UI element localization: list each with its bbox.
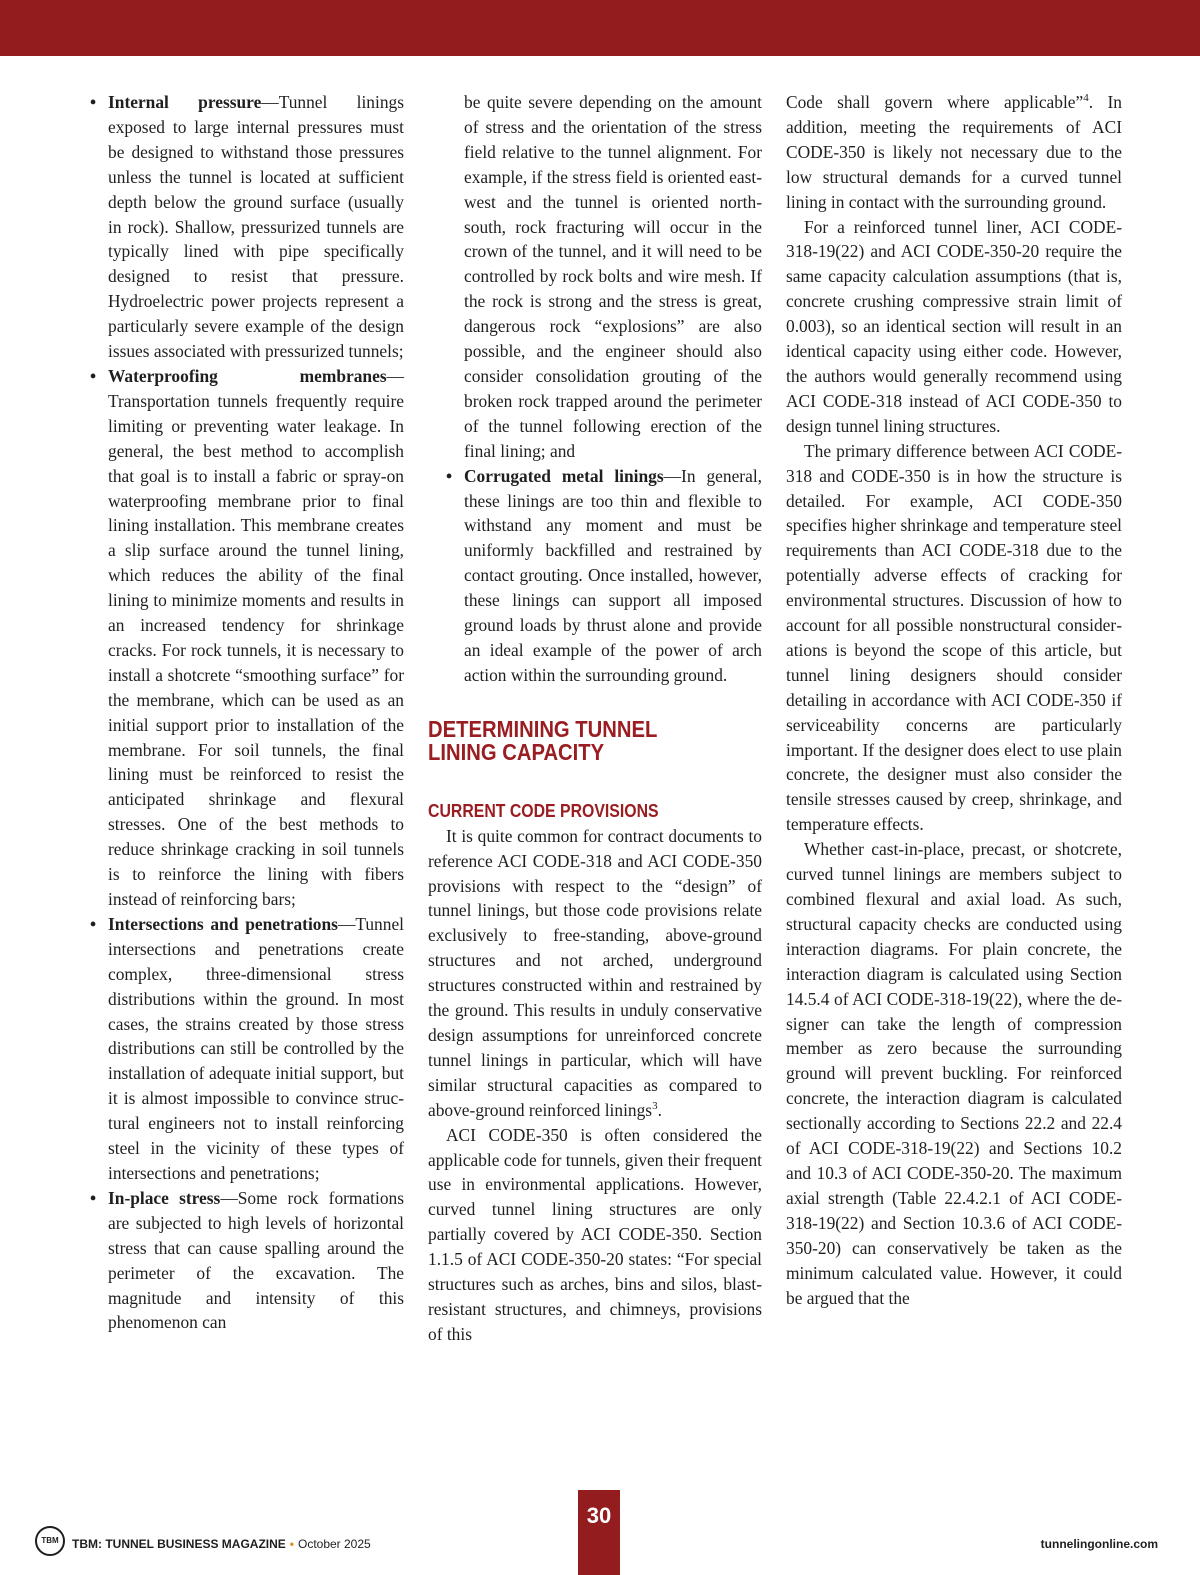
magazine-title: TBM: TUNNEL BUSINESS MAGAZINE • October 2025	[72, 1537, 371, 1551]
paragraph: ACI CODE-350 is often considered the applicable code for tunnels, given their frequent use in environmental applications. However, curved tunnel lining structures are only partially covered by ACI CODE-350. Section 1.1.5 of ACI CODE-350-20 states: “For special structures such as arches, bins and silos, blast-resistant structures, and chimneys, provisions of this	[428, 1124, 762, 1344]
subheading: CURRENT CODE PROVISIONS	[428, 800, 659, 821]
issue-date: October 2025	[297, 1537, 371, 1551]
paragraph-continuation: Code shall govern where applicable”$^4$. In addition, meeting the requirements of ACI CODE-350 is likely not necessary due to the low structural demands for a curved tunnel lining in contact with the surrounding ground.	[786, 92, 1122, 212]
website-link[interactable]: tunnelingonline.com	[1040, 1537, 1158, 1551]
footnote-ref: 3	[652, 1099, 658, 1112]
separator-dot: •	[289, 1537, 294, 1551]
column-3	[786, 90, 1122, 1310]
page-number: 30	[578, 1490, 620, 1575]
paragraph: For a reinforced tunnel liner, ACI CODE-318-19(22) and ACI CODE-350-20 require the same capacity calculation assumptions (that is, concrete crushing compressive strain limit of 0.003), so an identical section will result in an identical capacity using either code. However, the authors would generally recommend using ACI CODE-318 instead of ACI CODE-350 to design tunnel lining structures.	[786, 216, 1122, 436]
bullet-list	[88, 90, 404, 1335]
paragraph: It is quite common for contract documents to reference ACI CODE-318 and ACI CODE-350 provisions with respect to the “design” of tunnel linings, but those code provisions relate exclusively to free-standing, above-ground structures and not arched, underground structures constructed within and restrained by the ground. This results in unduly conservative design assumptions for unreinforced concrete tunnel linings in particular, which will have similar structural capacities as compared to above-ground reinforced linings$^3$.	[428, 825, 762, 1120]
page-footer	[0, 1490, 1200, 1575]
section-heading: DETERMINING TUNNEL LINING CAPACITY	[428, 715, 658, 765]
bullet-continuation: be quite severe depending on the amount of stress and the orientation of the stress field relative to the tunnel alignment. For example, if the stress field is oriented east-west and the tunnel is oriented north-south, rock fracturing will occur in the crown of the tunnel, and it will need to be controlled by rock bolts and wire mesh. If the rock is strong and the stress is great, dangerous rock “explosions” are also possible, and the engineer should also consider consolidation grouting of the broken rock trapped around the perimeter of the tunnel following erection of the final lining; and	[464, 92, 762, 461]
column-1	[88, 90, 404, 1335]
bullet-corrugated-metal: • Corrugated metal linings—In general, these linings are too thin and flexible to withstand any moment and must be uniformly backfilled and restrained by contact grouting. Once installed, however, these linings can support all imposed ground loads by thrust alone and provide an ideal example of the power of arch action within the surrounding ground.	[446, 465, 762, 685]
bullet-internal-pressure: • Internal pressure—Tunnel linings exposed to large internal pressures must be designed to withstand those pressures unless the tunnel is located at sufficient depth below the ground surface (usually in rock). Shallow, pressurized tunnels are typically lined with pipe specifically designed to resist that pressure. Hydroelectric power projects represent a particularly severe example of the design issues associated with pressurized tunnels;	[90, 92, 404, 362]
bullet-intersections: • Intersections and penetrations—Tunnel intersections and penetrations create complex, three-dimensional stress distributions within the ground. In most cases, the strains created by those stress distributions can still be controlled by the installation of adequate initial support, but it is almost impossible to convince structural engineers not to install reinforcing steel in the vicinity of these types of intersections and penetrations;	[90, 913, 404, 1183]
column-2	[428, 90, 762, 1347]
bullet-in-place-stress: • In-place stress—Some rock formations are subjected to high levels of horizontal stress that can cause spalling around the perimeter of the excavation. The magnitude and intensity of this phenomenon can	[90, 1187, 404, 1333]
bullet-list-2	[428, 464, 762, 688]
tbm-logo-icon: TBM	[35, 1526, 65, 1556]
paragraph: The primary difference between ACI CODE-318 and CODE-350 is in how the structure is detailed. For example, ACI CODE-350 specifies higher shrinkage and temperature steel requirements than ACI CODE-318 due to the potentially adverse effects of cracking for environmental structures. Discussion of how to account for all possible nonstructural considerations is beyond the scope of this article, but tunnel lining designers should consider detailing in accordance with ACI CODE-350 if serviceability concerns are particularly important. If the designer does elect to use plain concrete, the designer must also consider the tensile stresses caused by creep, shrinkage, and temperature effects.	[786, 440, 1122, 835]
paragraph: Whether cast-in-place, precast, or shotcrete, curved tunnel linings are members subject to combined flexural and axial load. As such, structural capacity checks are conducted using interaction diagrams. For plain concrete, the interaction diagram is calculated using Section 14.5.4 of ACI CODE-318-19(22), where the designer can take the length of compression member as zero because the surrounding ground will prevent buckling. For reinforced concrete, the interaction diagram is calculated sectionally according to Sections 22.2 and 22.4 of ACI CODE-318-19(22) and Sections 10.2 and 10.3 of ACI CODE-350-20. The maximum axial strength (Table 22.4.2.1 of ACI CODE-318-19(22) and Section 10.3.6 of ACI CODE-350-20) can conservatively be taken as the minimum calculated value. However, it could be argued that the	[786, 839, 1122, 1308]
footnote-ref: 4	[1083, 92, 1089, 105]
header-bar	[0, 0, 1200, 56]
bullet-waterproofing: • Waterproofing membranes—Transportation tunnels frequently require limiting or preventing water leakage. In general, the best method to accomplish that goal is to install a fabric or spray-on waterproofing membrane prior to final lining installation. This membrane creates a slip surface around the tunnel lining, which reduces the ability of the final lining to minimize moments and results in an increased tendency for shrinkage cracks. For rock tunnels, it is necessary to install a shotcrete “smoothing surface” for the membrane, which can be used as an initial support prior to installation of the membrane. For soil tunnels, the final lining must be reinforced to resist the anticipated shrinkage and flexural stresses. One of the best methods to reduce shrinkage cracking in soil tunnels is to reinforce the lining with fibers instead of reinforcing bars;	[90, 365, 404, 909]
